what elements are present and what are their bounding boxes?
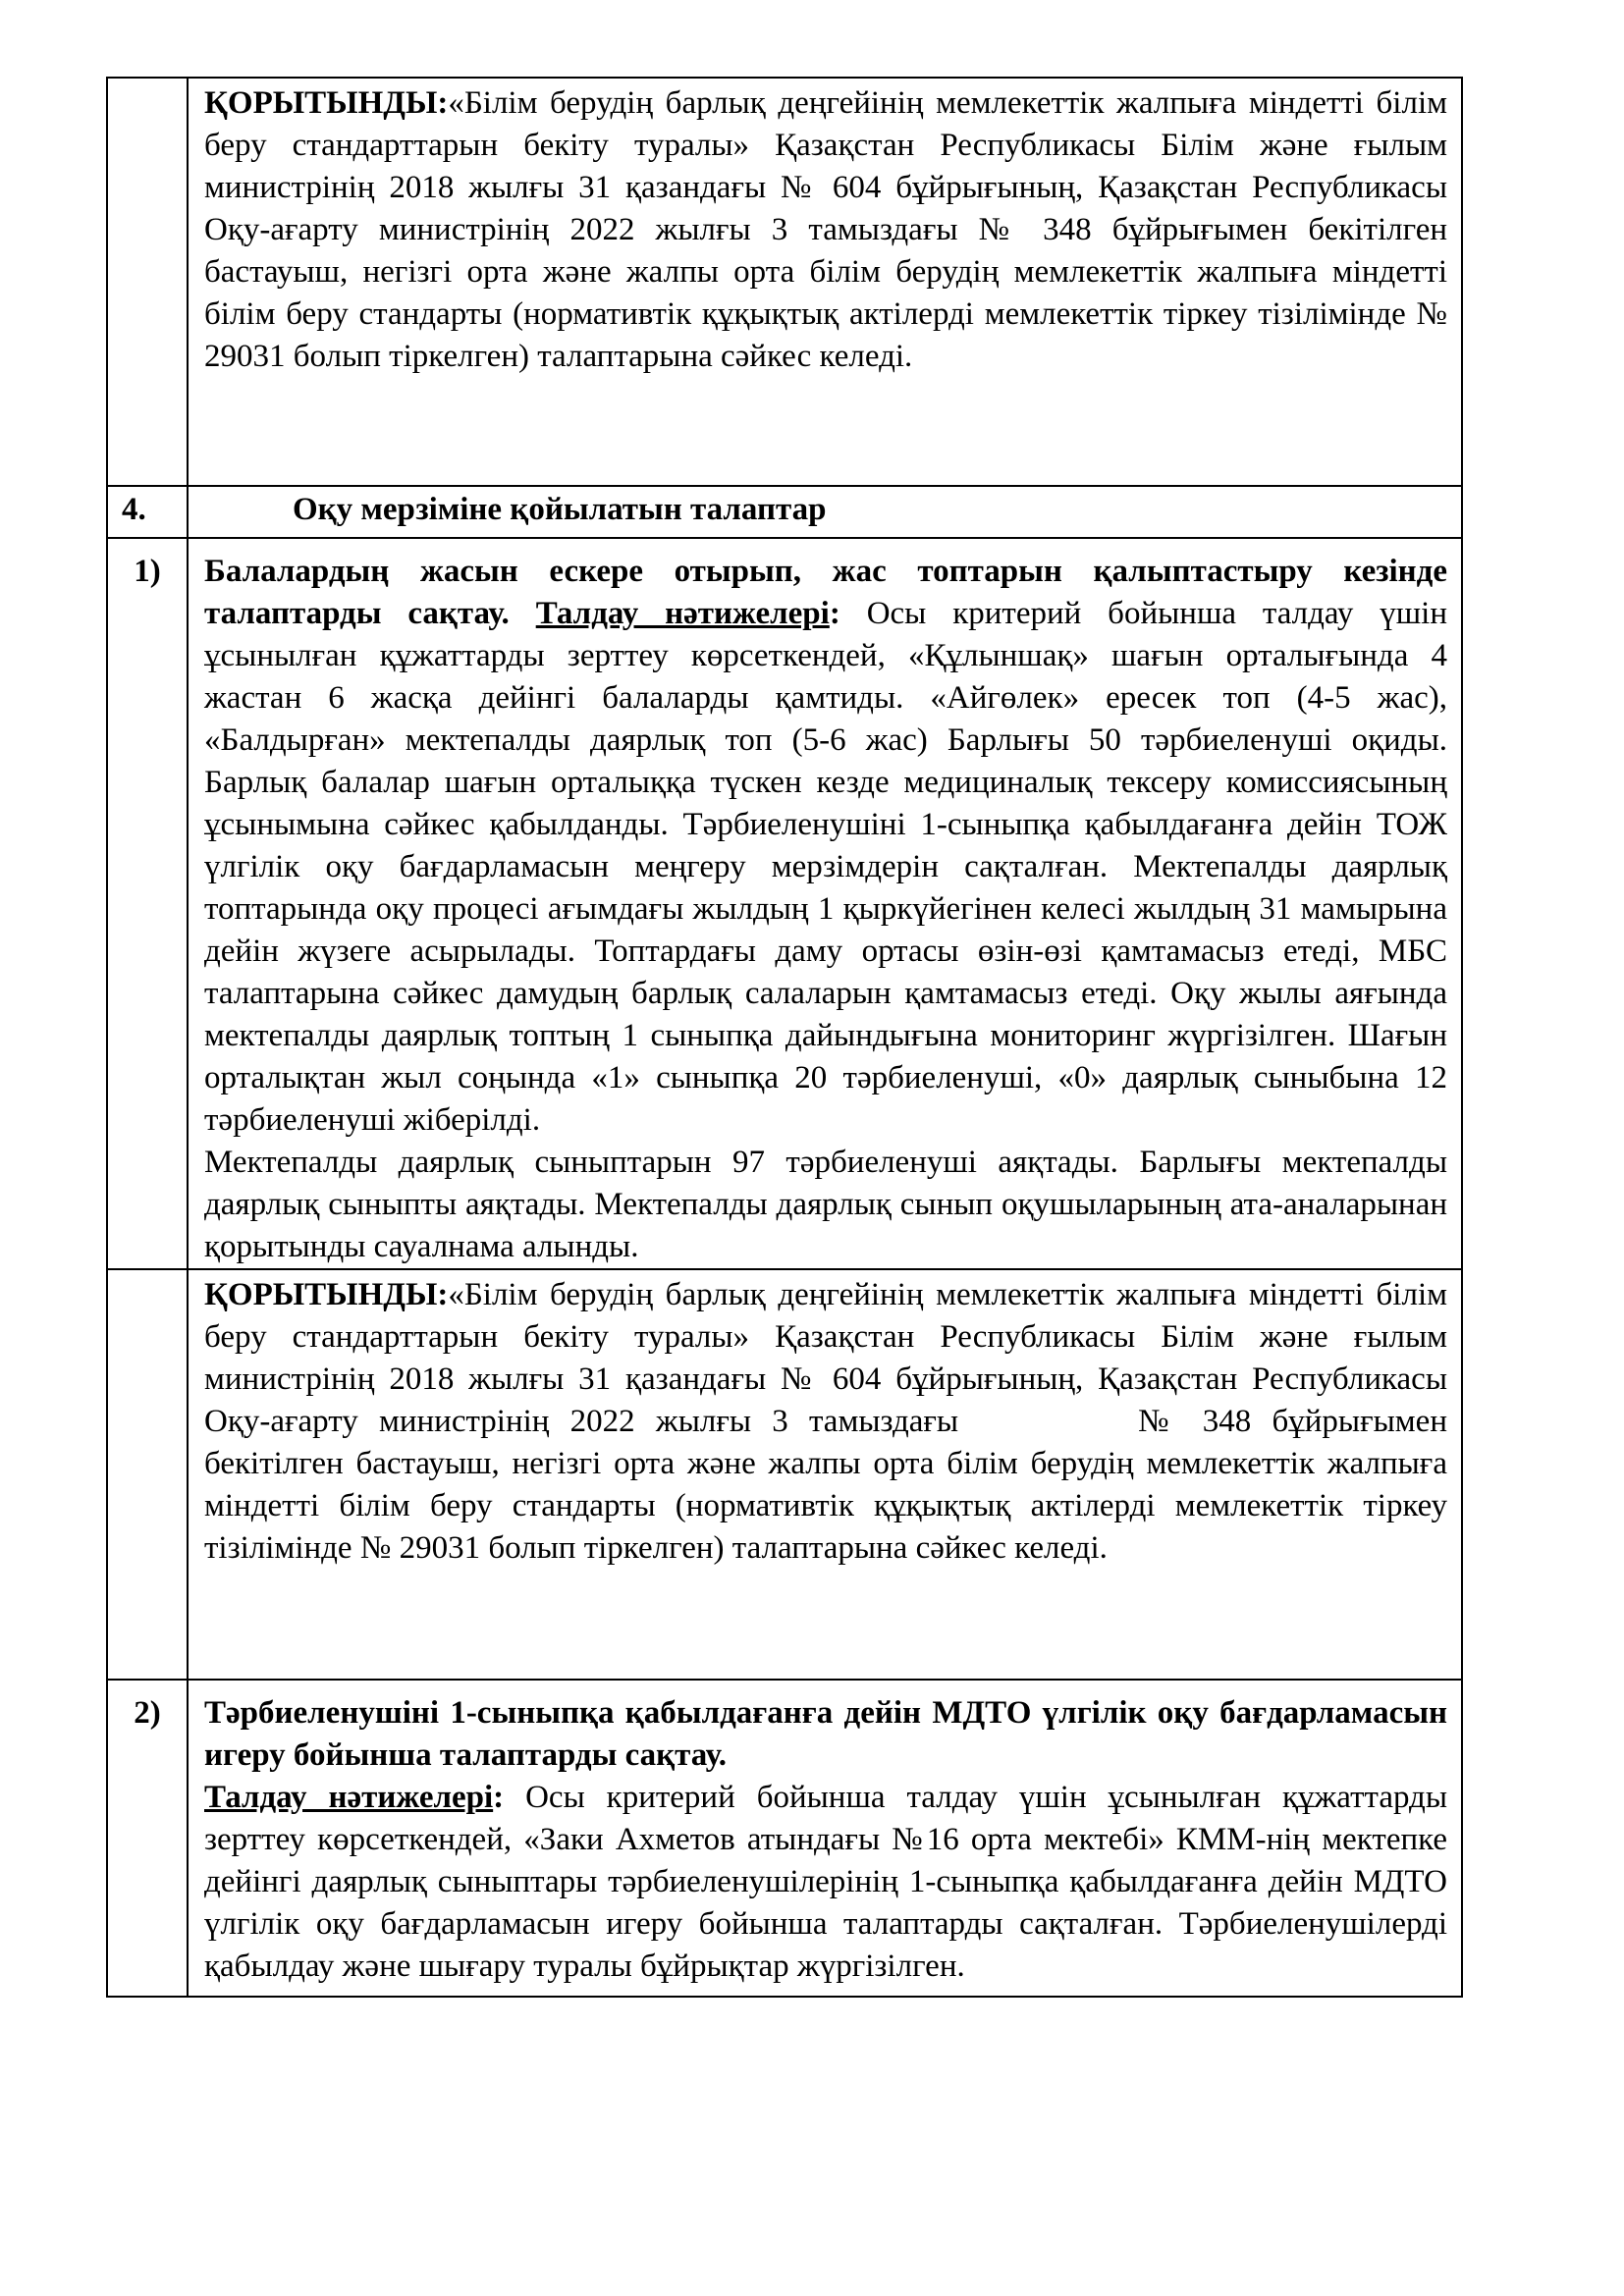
requirements-table [106,77,1463,1998]
item-paragraph-2: Мектепалды даярлық сыныптарын 97 тәрбиеленуші аяқтады. Барлығы мектепалды даярлық сыныпты аяқтады. Мектепалды даярлық сынып оқушыларының ата-аналарынан қорытынды сауалнама алынды. [204,1145,1447,1264]
item-number: 2) [107,1680,188,1997]
item-row [107,1680,1462,1997]
conclusion-label: ҚОРЫТЫНДЫ: [204,85,449,121]
results-colon: : [493,1780,505,1815]
item-paragraph [204,551,1447,1142]
section-heading-row [107,486,1462,538]
item-number: 1) [107,538,188,1269]
item-content [188,538,1462,1269]
item-content [188,1680,1462,1997]
item-row [107,538,1462,1269]
conclusion-label: ҚОРЫТЫНДЫ: [204,1277,449,1312]
conclusion-text-a: «Білім берудің барлық деңгейінің мемлекеттік жалпыға міндетті білім беру стандарттарын бекіту туралы» Қазақстан Республикасы Білім және ғылым министрінің 2018 жылғы 31 қазандағы № 604 бұйрығының, Қазақстан Республикасы Оқу-ағарту министрінің 2022 жылғы 3 тамыздағы [204,1277,1447,1439]
item-title: Тәрбиеленушіні 1-сыныпқа қабылдағанға дейін МДТО үлгілік оқу бағдарламасын игеру бойынша талаптарды сақтау. [204,1695,1447,1773]
results-colon: : [829,596,840,631]
conclusion-text: «Білім берудің барлық деңгейінің мемлекеттік жалпыға міндетті білім беру стандарттарын бекіту туралы» Қазақстан Республикасы Білім және ғылым министрінің 2018 жылғы 31 қазандағы № 604 бұйрығының, Қазақстан Республикасы Оқу-ағарту министрінің 2022 жылғы 3 тамыздағы № 348 бұйрығымен бекітілген бастауыш, негізгі орта және жалпы орта білім берудің мемлекеттік жалпыға міндетті білім беру стандарты (нормативтік құқықтық актілерді мемлекеттік тіркеу тізілімінде № 29031 болып тіркелген) талаптарына сәйкес келеді. [204,85,1447,374]
section-number: 4. [107,486,188,538]
results-label: Талдау нәтижелері [204,1780,494,1815]
conclusion-cell [188,1269,1462,1680]
conclusion-row [107,1269,1462,1680]
conclusion-row [107,78,1462,486]
row-number-cell [107,1269,188,1680]
item-title: Балалардың жасын ескере отырып, жас топтарын қалыптастыру кезінде талаптарды сақтау. [204,554,1447,631]
section-title: Оқу мерзіміне қойылатын талаптар [188,486,1462,538]
conclusion-cell [188,78,1462,486]
conclusion-text-b: № 348 бұйрығымен бекітілген бастауыш, негізгі орта және жалпы орта білім берудің мемлекеттік жалпыға міндетті білім беру стандарты (нормативтік құқықтық актілерді мемлекеттік тіркеу тізілімінде № 29031 болып тіркелген) талаптарына сәйкес келеді. [204,1404,1447,1566]
row-number-cell [107,78,188,486]
item-paragraph [204,1777,1447,1988]
results-text: Осы критерий бойынша талдау үшін ұсынылған құжаттарды зерттеу көрсеткендей, «Заки Ахметов атындағы №16 орта мектебі» КММ-нің мектепке дейінгі даярлық сыныптары тәрбиеленушілерінің 1-сыныпқа қабылдағанға дейін МДТО үлгілік оқу бағдарламасын игеру бойынша талаптарды сақталған. Тәрбиеленушілерді қабылдау және шығару туралы бұйрықтар жүргізілген. [204,1780,1447,1984]
results-text: Осы критерий бойынша талдау үшін ұсынылған құжаттарды зерттеу көрсеткендей, «Құлыншақ» шағын орталығында 4 жастан 6 жасқа дейінгі балаларды қамтиды. «Айгөлек» ересек топ (4-5 жас), «Балдырған» мектепалды даярлық топ (5-6 жас) Барлығы 50 тәрбиеленуші оқиды. Барлық балалар шағын орталыққа түскен кезде медициналық тексеру комиссиясының ұсынымына сәйкес қабылданды. Тәрбиеленушіні 1-сыныпқа қабылдағанға дейін ТОЖ үлгілік оқу бағдарламасын меңгеру мерзімдерін сақталған. Мектепалды даярлық топтарында оқу процесі ағымдағы жылдың 1 қыркүйегінен келесі жылдың 31 мамырына дейін жүзеге асырылады. Топтардағы даму ортасы өзін-өзі қамтамасыз етеді, МБС талаптарына сәйкес дамудың барлық салаларын қамтамасыз етеді. Оқу жылы аяғында мектепалды даярлық топтың 1 сыныпқа дайындығына мониторинг жүргізілген. Шағын орталықтан жыл соңында «1» сыныпқа 20 тәрбиеленуші, «0» даярлық сыныбына 12 тәрбиеленуші жіберілді. [204,596,1448,1138]
results-label: Талдау нәтижелері [535,596,830,631]
